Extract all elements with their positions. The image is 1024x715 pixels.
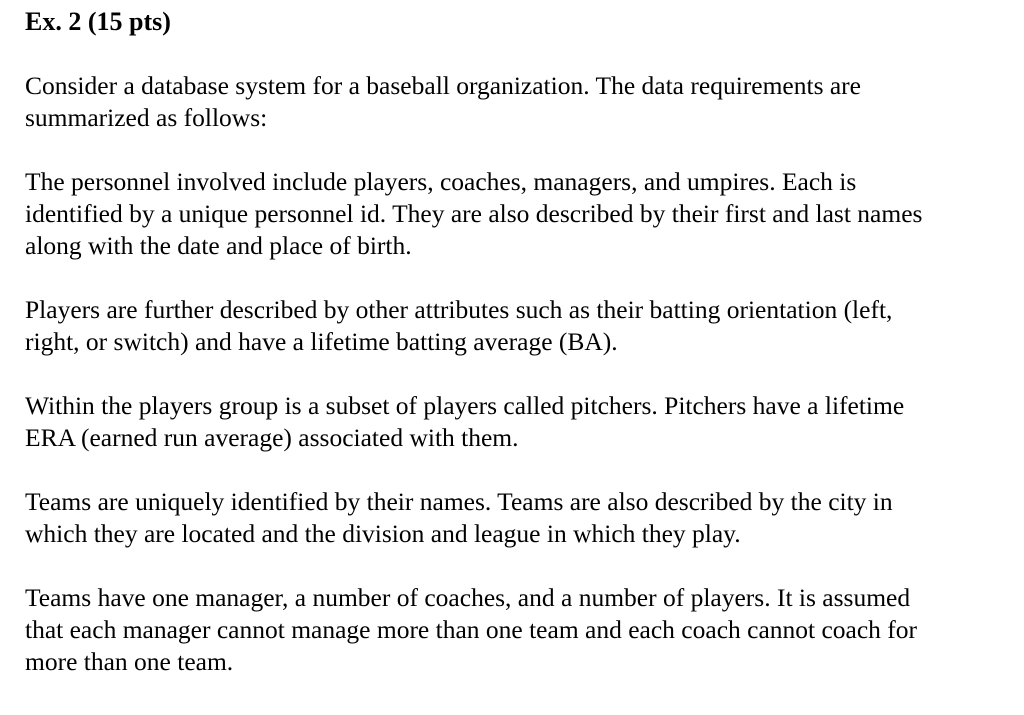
spacer <box>25 262 1010 294</box>
paragraph-personnel <box>25 166 1010 262</box>
spacer <box>25 454 1010 486</box>
text-line: Teams are uniquely identified by their names. Teams are also described by the city in <box>25 487 893 516</box>
paragraph-team-staff <box>25 582 1010 678</box>
text-line: right, or switch) and have a lifetime batting average (BA). <box>25 327 618 356</box>
exercise-title: Ex. 2 (15 pts) <box>25 7 171 36</box>
document-page <box>25 6 1010 678</box>
text-line: Consider a database system for a baseball organization. The data requirements are <box>25 71 861 100</box>
text-line: more than one team. <box>25 647 234 676</box>
text-line: Teams have one manager, a number of coaches, and a number of players. It is assumed <box>25 583 911 612</box>
paragraph-intro <box>25 70 1010 134</box>
text-line: Players are further described by other attributes such as their batting orientation (left, <box>25 295 893 324</box>
paragraph-teams <box>25 486 1010 550</box>
text-line: The personnel involved include players, coaches, managers, and umpires. Each is <box>25 167 857 196</box>
text-line: identified by a unique personnel id. They are also described by their first and last names <box>25 199 923 228</box>
text-line: summarized as follows: <box>25 103 268 132</box>
text-line: that each manager cannot manage more than one team and each coach cannot coach for <box>25 615 918 644</box>
text-line: which they are located and the division and league in which they play. <box>25 519 741 548</box>
text-line: along with the date and place of birth. <box>25 231 412 260</box>
spacer <box>25 38 1010 70</box>
spacer <box>25 358 1010 390</box>
paragraph-pitchers <box>25 390 1010 454</box>
spacer <box>25 134 1010 166</box>
spacer <box>25 550 1010 582</box>
text-line: ERA (earned run average) associated with them. <box>25 423 519 452</box>
paragraph-players <box>25 294 1010 358</box>
text-line: Within the players group is a subset of players called pitchers. Pitchers have a lifetime <box>25 391 905 420</box>
